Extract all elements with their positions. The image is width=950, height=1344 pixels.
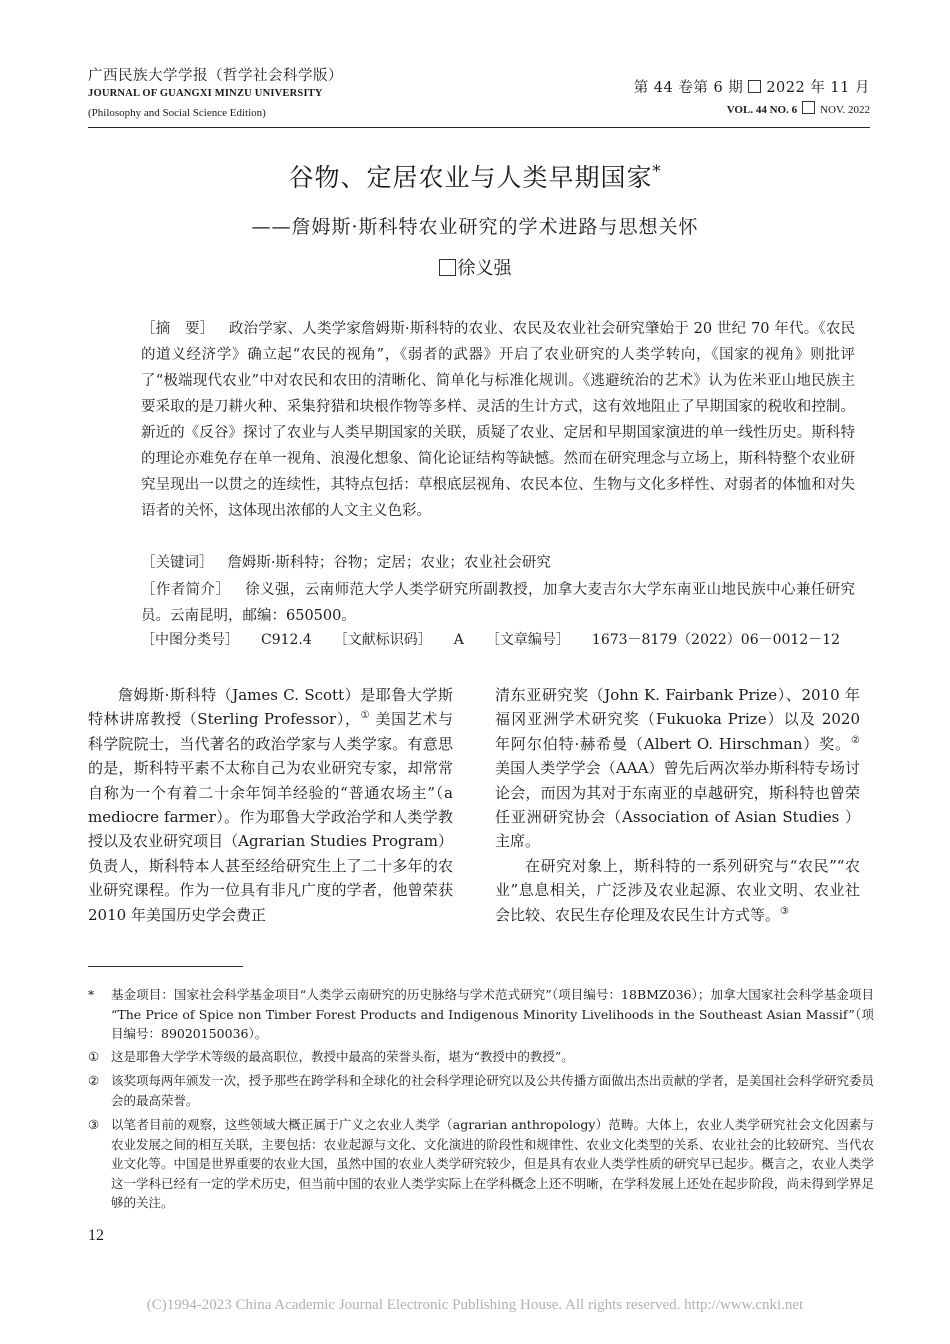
doc-code-value: A	[453, 632, 464, 648]
author-info-text: 徐义强，云南师范大学人类学研究所副教授，加拿大麦吉尔大学东南亚山地民族中心兼任研究员。云南昆明，邮编：650500。	[141, 582, 856, 624]
footnote-mark: ①	[88, 1049, 100, 1064]
footnote-3	[88, 1115, 874, 1213]
keywords-text: 詹姆斯·斯科特；谷物；定居；农业；农业社会研究	[227, 555, 551, 571]
journal-title-en: JOURNAL OF GUANGXI MINZU UNIVERSITY	[88, 88, 323, 99]
footnote-2	[88, 1071, 874, 1110]
abstract	[141, 316, 855, 524]
footnote-mark: *	[88, 987, 95, 1002]
article-no-label: ［文章编号］	[485, 632, 570, 648]
volume-info-cn	[634, 76, 870, 97]
footnote-ref-2[interactable]: ②	[851, 734, 860, 746]
volume-info-en	[727, 101, 870, 116]
footnote-text: 以笔者目前的观察，这些领域大概正属于广义之农业人类学（agrarian anthropology）范畴。大体上，农业人类学研究社会文化因素与农业发展之间的相互关联，主要包括：农业起源与文化、文化演进的阶段性和规律性、农业文化类型的关系、农业社会的比较研究、当代农业文化等。中国是世界重要的农业大国，虽然中国的农业人类学研究较少，但是具有农业人类学性质的研究早已起步。概言之，农业人类学这一学科已经有一定的学术历史，但当前中国的农业人类学实际上在学科概念上还不明晰，在学科发展上还处在起步阶段，尚未得到学界足够的关注。	[111, 1117, 874, 1210]
title-footnote-mark: *	[652, 161, 662, 181]
footnote-text: 基金项目：国家社会科学基金项目“人类学云南研究的历史脉络与学术范式研究”（项目编号：18BMZ036）；加拿大国家社会科学基金项目 “The Price of Spice non Timber Forest Products and Indigenous Minority Livelihoods in the Southeast Asian Massif”（项目编号：89020150036）。	[111, 987, 874, 1041]
body-paragraph: 在研究对象上，斯科特的一系列研究与“农民”“农业”息息相关，广泛涉及农业起源、农业文明、农业社会比较、农民生存伦理及农民生计方式等。③	[495, 856, 860, 924]
article-author	[0, 254, 950, 280]
body-column-right	[495, 683, 860, 927]
doc-code-label: ［文献标识码］	[333, 632, 432, 648]
footnote-ref-1[interactable]: ①	[360, 710, 371, 722]
volume-issue-en: VOL. 44 NO. 6	[726, 104, 798, 116]
footnote-mark: ②	[88, 1073, 100, 1088]
abstract-label: ［摘 要］	[141, 321, 215, 337]
abstract-text: 政治学家、人类学家詹姆斯·斯科特的农业、农民及农业社会研究肇始于 20 世纪 70 年代。《农民的道义经济学》确立起“农民的视角”，《弱者的武器》开启了农业研究的人类学转向，《国家的视角》则批评了“极端现代农业”中对农民和农田的清晰化、简单化与标准化规训。《逃避统治的艺术》认为佐米亚山地民族主要采取的是刀耕火种、采集狩猎和块根作物等多样、灵活的生计方式，这有效地阻止了早期国家的税收和控制。新近的《反谷》探讨了农业与人类早期国家的关联，质疑了农业、定居和早期国家演进的单一线性历史。斯科特的理论亦难免存在单一视角、浪漫化想象、简化论证结构等缺憾。然而在研究理念与立场上，斯科特整个农业研究呈现出一以贯之的连续性，其特点包括：草根底层视角、农民本位、生物与文化多样性、对弱者的体恤和对失语者的关怀，这体现出浓郁的人文主义色彩。	[141, 321, 856, 519]
journal-edition-en: (Philosophy and Social Science Edition)	[88, 107, 266, 119]
article-no-value: 1673－8179（2022）06－0012－12	[591, 632, 841, 648]
footnote-fund	[88, 985, 874, 1044]
clc-value: C912.4	[261, 632, 312, 648]
date-cn: 2022 年 11 月	[766, 80, 870, 96]
article-subtitle: ——詹姆斯·斯科特农业研究的学术进路与思想关怀	[251, 216, 699, 238]
article-title	[0, 158, 950, 194]
footnote-ref-3[interactable]: ③	[780, 905, 789, 917]
header-rule	[88, 127, 870, 128]
author-name: 徐义强	[457, 258, 512, 279]
date-en: NOV. 2022	[820, 104, 870, 116]
body-paragraph: 詹姆斯·斯科特（James C. Scott）是耶鲁大学斯特林讲席教授（Sterling Professor），① 美国艺术与科学院院士，当代著名的政治学家与人类学家。有意思的是，斯科特平素不太称自己为农业研究专家，却常常自称为一个有着二十余年饲羊经验的“普通农场主”（a mediocre farmer）。作为耶鲁大学政治学和人类学教授以及农业研究项目（Agrarian Studies Program）负责人，斯科特本人甚至经给研究生上了二十多年的农业研究课程。作为一位具有非凡广度的学者，他曾荣获 2010 年美国历史学会费正	[88, 686, 453, 924]
footnote-1	[88, 1047, 874, 1067]
keywords	[141, 550, 855, 576]
separator-box-icon	[802, 101, 815, 114]
author-info-label: ［作者简介］	[141, 582, 231, 598]
volume-issue-cn: 第 44 卷第 6 期	[633, 80, 744, 96]
body-column-left	[88, 683, 453, 927]
keywords-label: ［关键词］	[141, 555, 214, 571]
classification-line	[141, 629, 855, 649]
author-info	[141, 577, 855, 629]
article-title-text: 谷物、定居农业与人类早期国家	[288, 163, 653, 192]
body-paragraph: 清东亚研究奖（John K. Fairbank Prize）、2010 年福冈亚洲学术研究奖（Fukuoka Prize）以及 2020 年阿尔伯特·赫希曼（Albert O. Hirschman）奖。② 美国人类学学会（AAA）曾先后两次举办斯科特专场讨论会，而因为其对于东南亚的卓越研究，斯科特也曾荣任亚洲研究协会（Association of Asian Studies ）主席。	[495, 686, 860, 851]
journal-title-cn: 广西民族大学学报（哲学社会科学版）	[88, 68, 343, 84]
clc-label: ［中图分类号］	[141, 632, 239, 648]
author-box-icon	[439, 259, 456, 276]
page-number: 12	[88, 1227, 104, 1244]
separator-box-icon	[748, 80, 761, 93]
footnote-text: 这是耶鲁大学学术等级的最高职位，教授中最高的荣誉头衔，堪为“教授中的教授”。	[111, 1049, 574, 1064]
footnote-mark: ③	[88, 1117, 100, 1132]
footnote-text: 该奖项每两年颁发一次，授予那些在跨学科和全球化的社会科学理论研究以及公共传播方面做出杰出贡献的学者，是美国社会科学研究委员会的最高荣誉。	[111, 1073, 874, 1108]
copyright-notice: (C)1994-2023 China Academic Journal Electronic Publishing House. All rights reserved. http://www.cnki.net	[146, 1297, 804, 1313]
footnote-rule	[88, 966, 243, 967]
